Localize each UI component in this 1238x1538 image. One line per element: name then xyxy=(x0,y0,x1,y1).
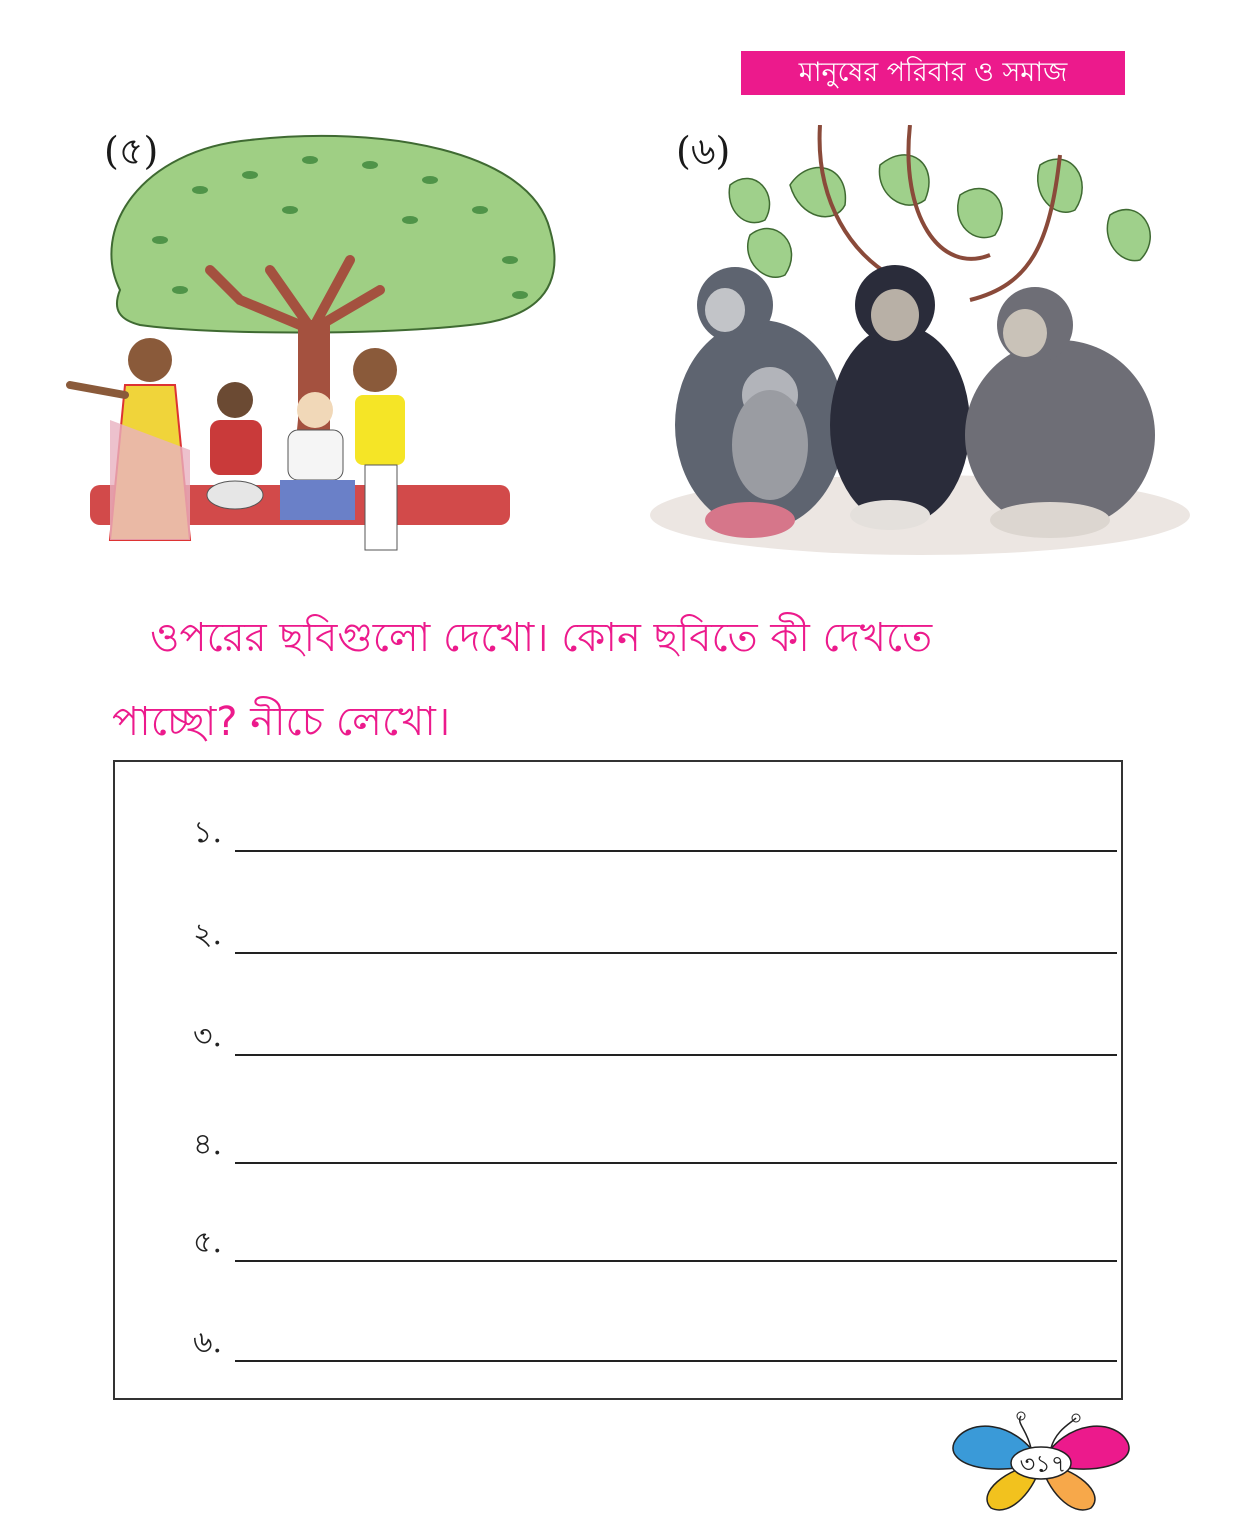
picture-6-label: (৬) xyxy=(676,129,731,173)
answer-row-number: ২. xyxy=(193,917,223,952)
answer-row-number: ৫. xyxy=(193,1225,223,1260)
answer-line[interactable] xyxy=(235,1260,1117,1262)
instruction-line-1: ওপরের ছবিগুলো দেখো। কোন ছবিতে কী দেখতে xyxy=(150,615,933,661)
answer-line[interactable] xyxy=(235,1054,1117,1056)
answer-row xyxy=(115,1212,1125,1272)
instruction-line-2: পাচ্ছো? নীচে লেখো। xyxy=(112,699,451,745)
answer-row-number: ১. xyxy=(193,815,223,850)
illustration-apes xyxy=(640,125,1200,575)
answer-row xyxy=(115,802,1125,862)
answer-line[interactable] xyxy=(235,952,1117,954)
answer-row-number: ৩. xyxy=(193,1019,223,1054)
illustration-family-under-tree xyxy=(50,120,610,570)
answer-row xyxy=(115,904,1125,964)
answer-row-number: ৪. xyxy=(193,1127,223,1162)
answer-row xyxy=(115,1114,1125,1174)
answer-box xyxy=(113,760,1123,1400)
page-number: ৩১৭ xyxy=(1019,1450,1067,1478)
answer-row xyxy=(115,1006,1125,1066)
answer-line[interactable] xyxy=(235,1360,1117,1362)
instruction-text xyxy=(112,596,1132,764)
answer-line[interactable] xyxy=(235,850,1117,852)
chapter-title: মানুষের পরিবার ও সমাজ xyxy=(741,51,1125,95)
picture-5-label: (৫) xyxy=(104,129,159,173)
answer-row xyxy=(115,1312,1125,1372)
answer-row-number: ৬. xyxy=(193,1325,223,1360)
answer-line[interactable] xyxy=(235,1162,1117,1164)
